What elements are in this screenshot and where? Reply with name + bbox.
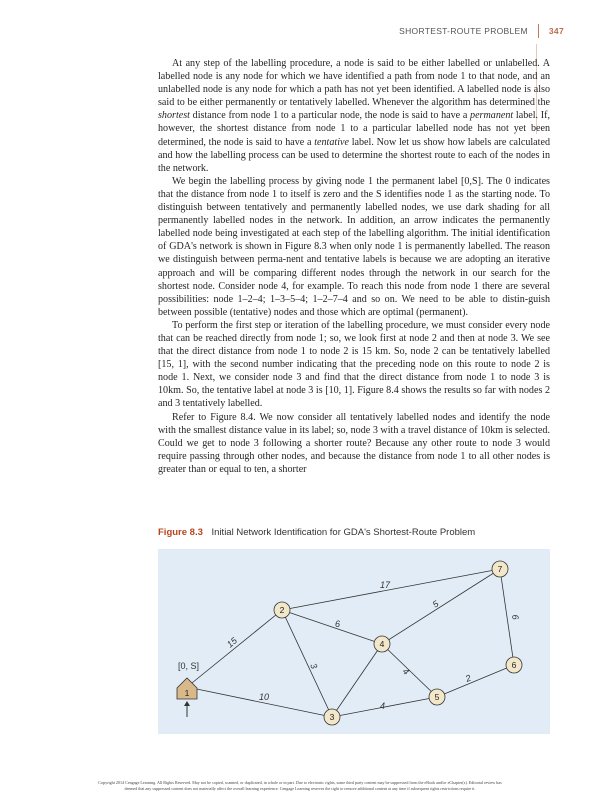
edge-weights xyxy=(225,580,521,711)
header-separator xyxy=(538,24,539,38)
running-head xyxy=(399,24,564,38)
p1-emphasis-permanent: permanent xyxy=(470,110,514,122)
body-text xyxy=(158,57,550,476)
node-3 xyxy=(324,709,340,725)
node-4-label: 4 xyxy=(379,639,385,649)
copyright-footer xyxy=(30,780,570,791)
weight-2-4: 6 xyxy=(335,619,341,629)
figure-label: Figure 8.3 xyxy=(158,527,203,538)
arrow-icon xyxy=(184,701,190,717)
network-diagram xyxy=(158,549,550,734)
figure-title: Initial Network Identification for GDA's Shortest-Route Problem xyxy=(211,527,476,538)
p1-text-c: label. If, however, the shortest distance from node 1 to a particular labelled node has not yet been determined, the node is said to have a xyxy=(158,110,550,148)
weight-5-6: 2 xyxy=(464,672,473,684)
p1-emphasis-tentative: tentative xyxy=(314,136,349,148)
weight-2-3: 3 xyxy=(308,661,320,671)
p1-text-d: label. Now let us show how labels are calculated and how the labelling process can be used to determine the shortest route to each of the nodes in the network. xyxy=(158,136,550,174)
weight-4-5: 4 xyxy=(400,666,412,677)
running-title: SHORTEST-ROUTE PROBLEM xyxy=(399,26,528,36)
node-6-label: 6 xyxy=(511,660,517,670)
figure-panel xyxy=(158,549,550,734)
weight-1-2: 15 xyxy=(224,635,239,650)
edge-1-2 xyxy=(187,610,282,687)
p1-text-a: At any step of the labelling procedure, a node is said to be either labelled or unlabelled. A labelled node is any node for which we have identified a path from node 1 to that node, and an unlabelled node is any node for which a path has not yet been identified. A labelled node is also said to be either permanently or tentatively labelled. Whenever the algorithm has determined the xyxy=(158,58,550,109)
weight-2-7: 17 xyxy=(380,580,391,590)
edge-3-4 xyxy=(332,644,382,717)
paragraph-1 xyxy=(158,57,550,175)
node-2-label: 2 xyxy=(279,605,285,615)
node-4 xyxy=(374,636,390,652)
node-5 xyxy=(429,689,445,705)
node-7-label: 7 xyxy=(497,564,503,574)
edge-2-3 xyxy=(282,610,332,717)
footer-line-1: Copyright 2014 Cengage Learning. All Rights Reserved. May not be copied, scanned, or duplicated, in whole or in part. Due to electronic rights, some third party content may be suppressed from the eBook and/or eChapter(s). Editorial review has xyxy=(98,780,502,785)
edge-2-4 xyxy=(282,610,382,644)
node-2 xyxy=(274,602,290,618)
node-7 xyxy=(492,561,508,577)
node-3-label: 3 xyxy=(329,712,335,722)
weight-1-3: 10 xyxy=(259,692,270,702)
node-5-label: 5 xyxy=(434,692,440,702)
start-label: [0, S] xyxy=(178,661,200,671)
edge-5-6 xyxy=(437,665,514,697)
figure-caption xyxy=(158,527,558,538)
weight-3-5: 4 xyxy=(380,701,386,711)
footer-line-2: deemed that any suppressed content does not materially affect the overall learning experience. Cengage Learning reserves the right to remove additional content at any time if subsequent rights restrictions require it. xyxy=(124,785,476,791)
paragraph-4: Refer to Figure 8.4. We now consider all tentatively labelled nodes and identify the node with the smallest distance value in its label; so, node 3 with a travel distance of 10km is selected. Could we get to node 3 following a shorter route? Because any other route to node 3 would require passing through other nodes, and because the distance from node 1 to all other nodes is greater than or equal to ten, a shorter xyxy=(158,411,550,475)
p1-text-b: distance from node 1 to a particular node, the node is said to have a xyxy=(189,110,471,122)
node-1-label: 1 xyxy=(184,688,190,698)
node-6 xyxy=(506,657,522,673)
paragraph-3: To perform the first step or iteration of the labelling procedure, we must consider every node that can be reached directly from node 1; so, we look first at node 2 and then at node 3. We see that the direct distance from node 1 to node 2 is 15 km. So, node 2 can be tentatively labelled [15, 1], with the second number indicating that the preceding node on this route to node 2 is node 1. Next, we consider node 3 and find that the direct distance from node 1 to node 3 is 10km. So, the tentative label at node 3 is [10, 1]. Figure 8.4 shows the results so far with nodes 2 and 3 tentatively labelled. xyxy=(158,319,550,410)
page-number: 347 xyxy=(548,26,564,36)
weight-6-7: 6 xyxy=(510,613,521,621)
weight-4-7: 5 xyxy=(430,598,441,610)
paragraph-2: We begin the labelling process by giving node 1 the permanent label [0,S]. The 0 indicates that the distance from node 1 to itself is zero and the S identifies node 1 as the starting node. To distinguish between tentatively and permanently labelled nodes, we use dark shading for all permanently labelled nodes in the network. In addition, an arrow indicates the permanently labelled node being investigated at each step of the labelling algorithm. The initial identification of GDA's network is shown in Figure 8.3 when only node 1 is permanently labelled. The reason we distinguish between perma-nent and tentative labels is because we are adopting an iterative approach and will be comparing different nodes through the network in our search for the shortest node. Consider node 4, for example. To reach this node from node 1 there are several possibilities: node 1–2–4; 1–3–5–4; 1–2–7–4 and so on. We need to be able to distin-guish between possible (tentative) nodes and those which are optimal (permanent). xyxy=(158,175,550,318)
p1-emphasis-shortest: shortest xyxy=(158,110,190,122)
nodes xyxy=(274,561,522,725)
